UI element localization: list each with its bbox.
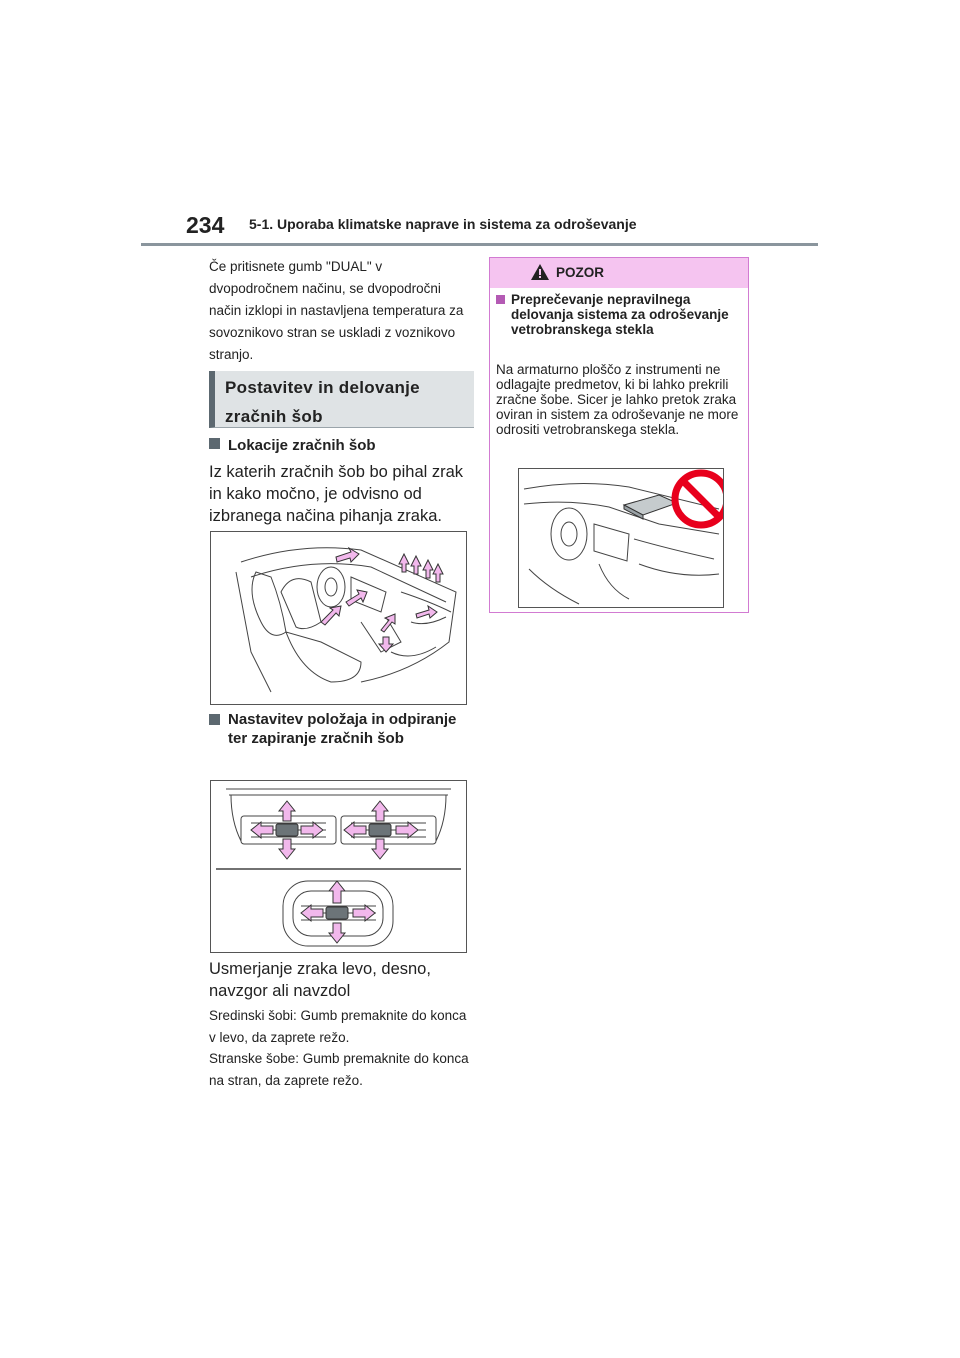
intro-paragraph: Če pritisnete gumb "DUAL" v dvopodročnem načinu, se dvopodročni način izklopi in nastavljena temperatura za sovoznikovo stran se uskladi z voznikovo stranjo. (209, 259, 464, 362)
square-bullet-icon (496, 295, 505, 304)
subheading-adjusting-text: Nastavitev položaja in odpiranje ter zapiranje zračnih šob (228, 711, 457, 747)
prohibition-icon (675, 473, 723, 525)
section-title-line1: Postavitev in delovanje (225, 378, 420, 397)
center-vent-note: Sredinski šobi: Gumb premaknite do konca v levo, da zaprete režo. (209, 1008, 467, 1045)
page-number: 234 (186, 212, 225, 238)
caution-text: Na armaturno ploščo z instrumenti ne odlagajte predmetov, ki bi lahko prekrili zračne šobe. Sicer je lahko pretok zraka oviran in sistem za odroševanje ne more odrositi vetrobranskega stekla. (496, 362, 739, 437)
side-vent-note: Stranske šobe: Gumb premaknite do konca na stran, da zaprete režo. (209, 1051, 469, 1088)
caution-subheading-text: Preprečevanje nepravilnega delovanja sistema za odroševanje vetrobranskega stekla (511, 292, 729, 337)
vent-locations-illustration (210, 531, 467, 705)
header-divider (141, 243, 818, 246)
subheading-locations-text: Lokacije zračnih šob (228, 437, 376, 454)
caution-subheading (496, 292, 744, 337)
subheading-adjusting (209, 710, 471, 748)
direction-paragraph: Usmerjanje zraka levo, desno, navzgor ali navzdol (209, 960, 431, 1000)
section-heading-box (209, 371, 474, 428)
vent-adjustment-illustration (210, 780, 467, 953)
square-bullet-icon (209, 714, 220, 725)
warning-triangle-icon (530, 263, 550, 281)
dashboard-obstruction-illustration (518, 468, 724, 608)
locations-paragraph: Iz katerih zračnih šob bo pihal zrak in kako močno, je odvisno od izbranega načina pihanja zraka. (209, 463, 464, 525)
subheading-locations (209, 436, 471, 455)
caution-label: POZOR (556, 265, 605, 280)
caution-header (490, 258, 748, 288)
section-title (225, 375, 420, 429)
square-bullet-icon (209, 438, 220, 449)
chapter-title: 5-1. Uporaba klimatske naprave in sistema za odroševanje (249, 216, 637, 232)
caution-box (489, 257, 749, 613)
section-title-line2: zračnih šob (225, 407, 323, 426)
